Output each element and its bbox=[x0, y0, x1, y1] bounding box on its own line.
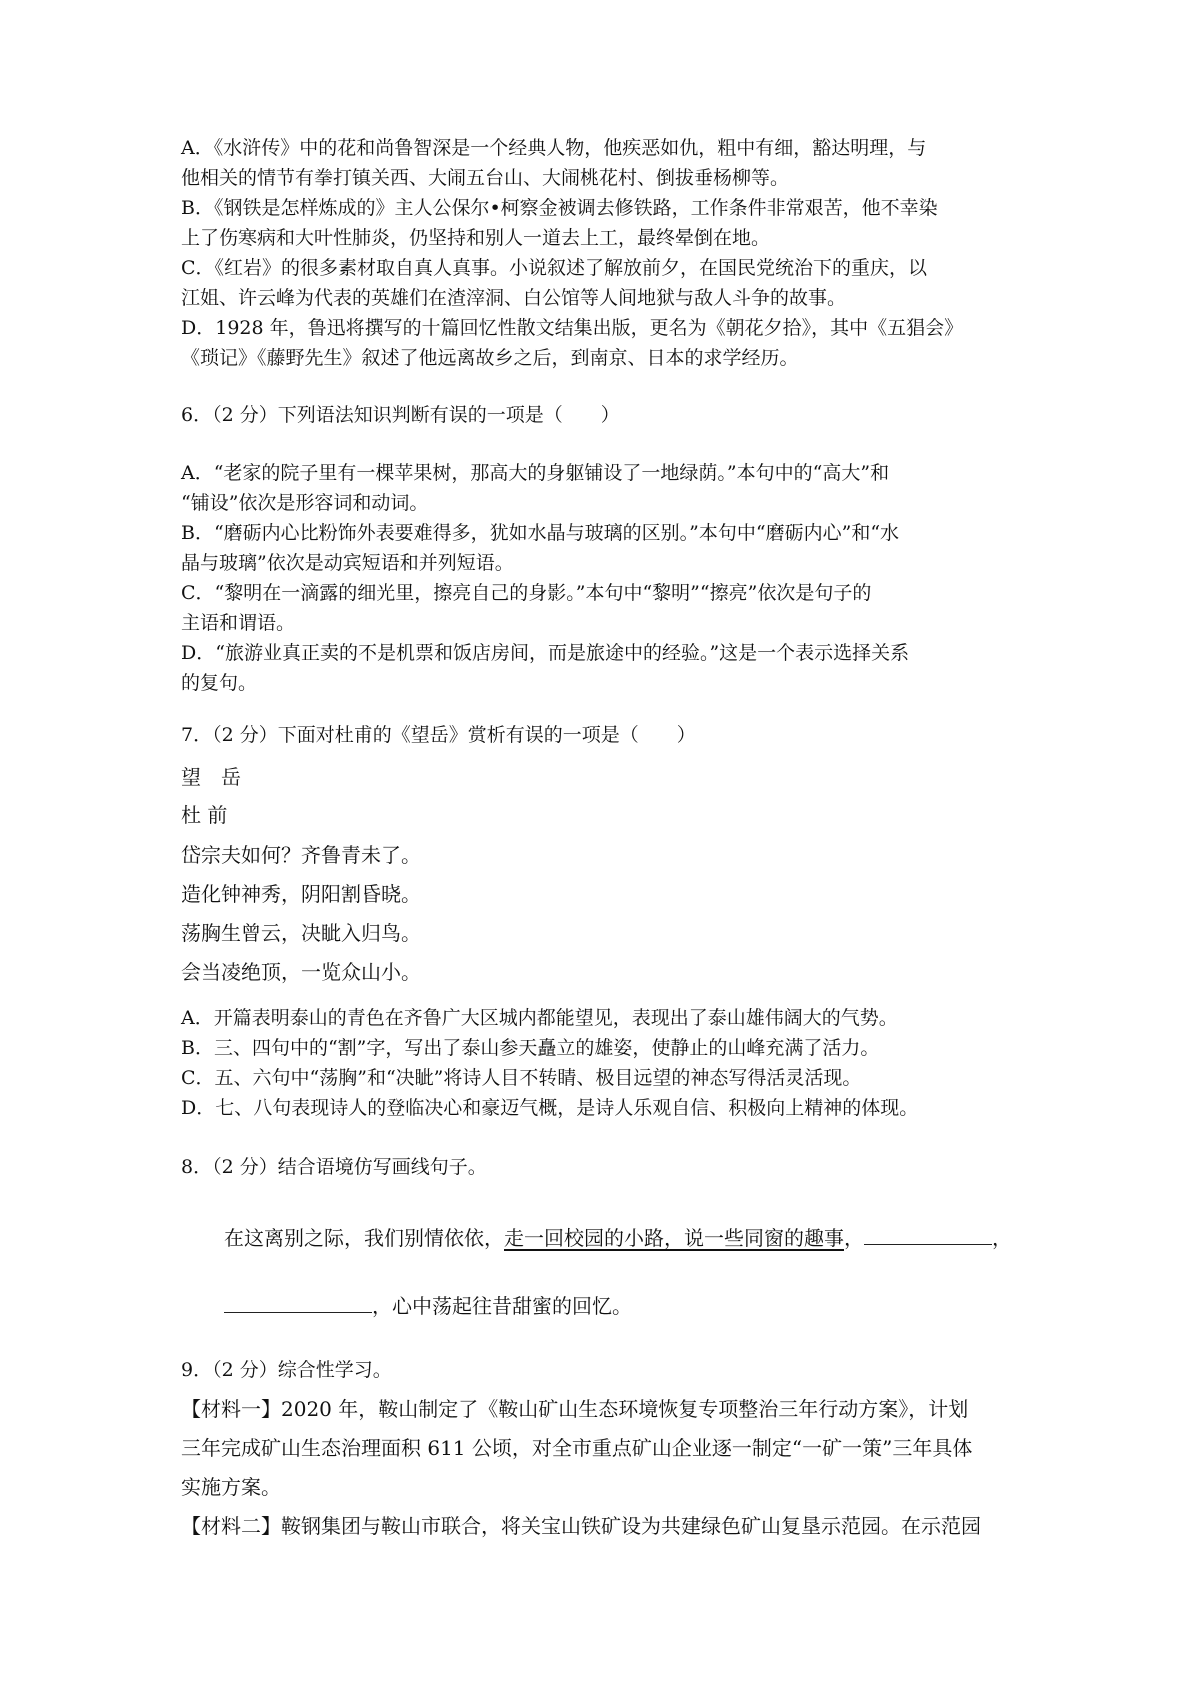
q6-option-d-line2: 的复句。 bbox=[181, 672, 258, 694]
q5-option-d-line2: 《琐记》《藤野先生》叙述了他远离故乡之后，到南京、日本的求学经历。 bbox=[181, 347, 799, 369]
q6-stem: 6．（2 分）下列语法知识判断有误的一项是（ ） bbox=[181, 404, 620, 426]
material-2-line1: 【材料二】鞍钢集团与鞍山市联合，将关宝山铁矿设为共建绿色矿山复垦示范园。在示范园 bbox=[181, 1514, 981, 1538]
q8-sentence-end: ，心中荡起往昔甜蜜的回忆。 bbox=[372, 1294, 632, 1318]
material-1-line2: 三年完成矿山生态治理面积 611 公顷，对全市重点矿山企业逐一制定“一矿一策”三年具体 bbox=[181, 1436, 973, 1460]
q8-stem: 8．（2 分）结合语境仿写画线句子。 bbox=[181, 1156, 487, 1178]
q8-sentence-line2 bbox=[224, 1290, 632, 1320]
q5-option-a-line1: A．《水浒传》中的花和尚鲁智深是一个经典人物，他疾恶如仇，粗中有细，豁达明理，与 bbox=[181, 137, 927, 159]
q9-stem: 9．（2 分）综合性学习。 bbox=[181, 1359, 392, 1381]
q5-option-b-line1: B．《钢铁是怎样炼成的》主人公保尔•柯察金被调去修铁路，工作条件非常艰苦，他不幸染 bbox=[181, 197, 938, 219]
q6-option-d-line1: D．“旅游业真正卖的不是机票和饭店房间，而是旅途中的经验。”这是一个表示选择关系 bbox=[181, 642, 910, 664]
q6-option-b-line2: 晶与玻璃”依次是动宾短语和并列短语。 bbox=[181, 552, 514, 574]
q7-option-c: C．五、六句中“荡胸”和“决眦”将诗人目不转睛、极目远望的神态写得活灵活现。 bbox=[181, 1067, 862, 1089]
q6-option-c-line2: 主语和谓语。 bbox=[181, 612, 296, 634]
q5-option-a-line2: 他相关的情节有拳打镇关西、大闹五台山、大闹桃花村、倒拔垂杨柳等。 bbox=[181, 167, 790, 189]
q7-option-a: A．开篇表明泰山的青色在齐鲁广大区城内都能望见，表现出了泰山雄伟阔大的气势。 bbox=[181, 1007, 898, 1029]
q8-line1-end: ， bbox=[992, 1226, 1012, 1250]
q6-option-b-line1: B．“磨砺内心比粉饰外表要难得多，犹如水晶与玻璃的区别。”本句中“磨砺内心”和“水 bbox=[181, 522, 900, 544]
q8-underlined-sentence: 走一回校园的小路，说一些同窗的趣事 bbox=[504, 1226, 844, 1250]
q7-stem: 7．（2 分）下面对杜甫的《望岳》赏析有误的一项是（ ） bbox=[181, 724, 696, 746]
q6-option-c-line1: C．“黎明在一滴露的细光里，擦亮自己的身影。”本句中“黎明”“擦亮”依次是句子的 bbox=[181, 582, 872, 604]
q5-option-c-line2: 江姐、许云峰为代表的英雄们在渣滓洞、白公馆等人间地狱与敌人斗争的故事。 bbox=[181, 287, 847, 309]
answer-blank-1[interactable] bbox=[864, 1222, 992, 1245]
material-1-line3: 实施方案。 bbox=[181, 1475, 281, 1499]
poem-line: 造化钟神秀，阴阳割昏晓。 bbox=[181, 882, 421, 906]
q5-option-d-line1: D．1928 年，鲁迅将撰写的十篇回忆性散文结集出版，更名为《朝花夕拾》，其中《五猖会》 bbox=[181, 317, 964, 339]
q6-option-a-line1: A．“老家的院子里有一棵苹果树，那高大的身躯铺设了一地绿荫。”本句中的“高大”和 bbox=[181, 462, 890, 484]
poem-author: 杜 前 bbox=[181, 803, 228, 827]
material-1-line1: 【材料一】2020 年，鞍山制定了《鞍山矿山生态环境恢复专项整治三年行动方案》，计划 bbox=[181, 1397, 969, 1421]
q5-option-c-line1: C．《红岩》的很多素材取自真人真事。小说叙述了解放前夕，在国民党统治下的重庆，以 bbox=[181, 257, 928, 279]
q8-sentence-start: 在这离别之际，我们别情依依， bbox=[224, 1226, 504, 1250]
q8-comma: ， bbox=[844, 1226, 864, 1250]
q7-option-d: D．七、八句表现诗人的登临决心和豪迈气概，是诗人乐观自信、积极向上精神的体现。 bbox=[181, 1097, 919, 1119]
poem-line: 荡胸生曾云，决眦入归鸟。 bbox=[181, 921, 421, 945]
q8-sentence-line1 bbox=[224, 1222, 1012, 1252]
q5-option-b-line2: 上了伤寒病和大叶性肺炎，仍坚持和别人一道去上工，最终晕倒在地。 bbox=[181, 227, 771, 249]
poem-line: 会当凌绝顶，一览众山小。 bbox=[181, 960, 421, 984]
poem-line: 岱宗夫如何？齐鲁青未了。 bbox=[181, 843, 421, 867]
q6-option-a-line2: “铺设”依次是形容词和动词。 bbox=[181, 492, 429, 514]
q7-option-b: B．三、四句中的“割”字，写出了泰山参天矗立的雄姿，使静止的山峰充满了活力。 bbox=[181, 1037, 880, 1059]
answer-blank-2[interactable] bbox=[224, 1290, 372, 1313]
poem-title: 望 岳 bbox=[181, 765, 241, 789]
